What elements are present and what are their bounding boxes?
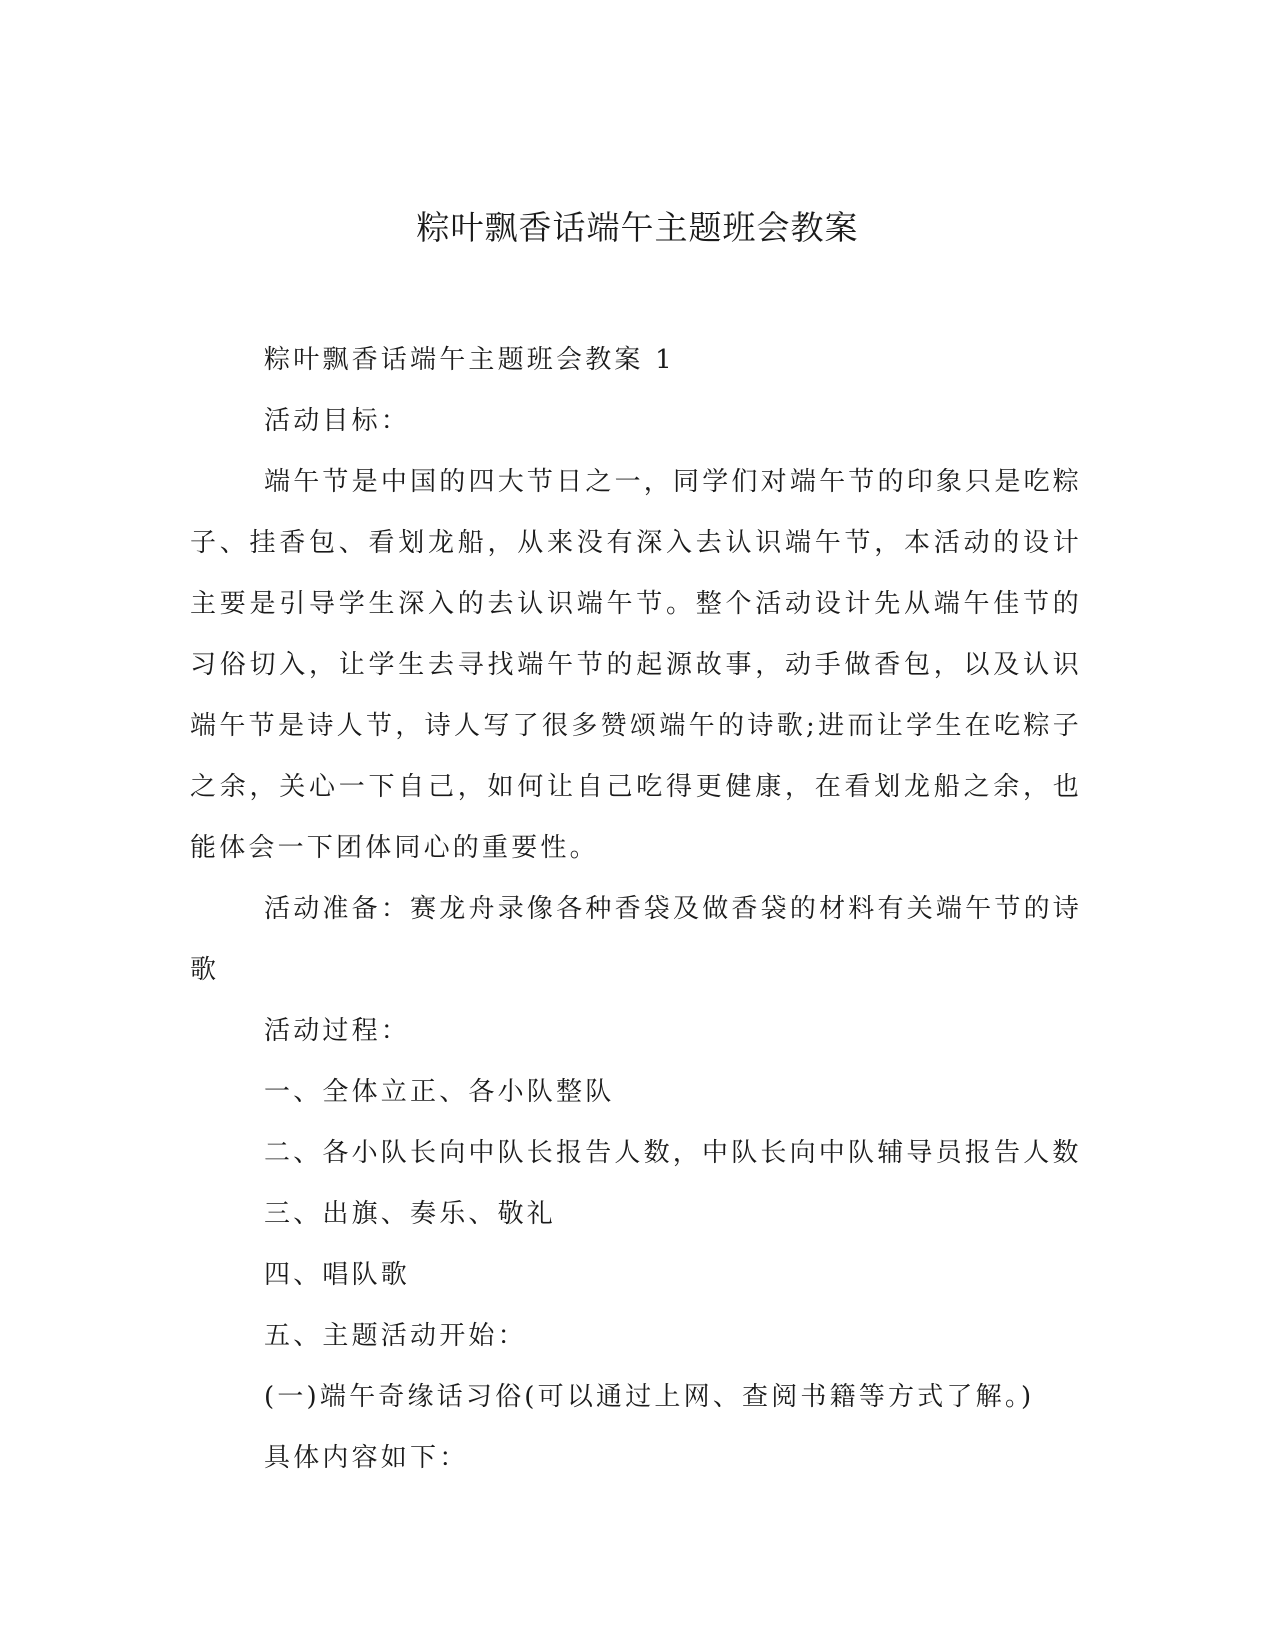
activity-goals-label: 活动目标：: [264, 406, 411, 436]
document-body: [190, 330, 1082, 1489]
process-step-2: 二、各小队长向中队长报告人数，中队长向中队辅导员报告人数: [264, 1138, 1082, 1168]
process-step-3: 三、出旗、奏乐、敬礼: [264, 1199, 557, 1229]
sub-section-heading: (一)端午奇缘话习俗(可以通过上网、查阅书籍等方式了解。): [264, 1382, 1035, 1412]
process-step-5: 五、主题活动开始：: [264, 1321, 527, 1351]
document-title: 粽叶飘香话端午主题班会教案: [416, 208, 859, 247]
content-intro: 具体内容如下：: [264, 1443, 469, 1473]
section-heading: 粽叶飘香话端午主题班会教案 1: [264, 345, 675, 375]
activity-process-label: 活动过程：: [264, 1016, 411, 1046]
activity-preparation: 活动准备：赛龙舟录像各种香袋及做香袋的材料有关端午节的诗歌: [190, 894, 1082, 985]
activity-goals-text: 端午节是中国的四大节日之一，同学们对端午节的印象只是吃粽子、挂香包、看划龙船，从来没有深入去认识端午节，本活动的设计主要是引导学生深入的去认识端午节。整个活动设计先从端午佳节的习俗切入，让学生去寻找端午节的起源故事，动手做香包，以及认识端午节是诗人节，诗人写了很多赞颂端午的诗歌;进而让学生在吃粽子之余，关心一下自己，如何让自己吃得更健康，在看划龙船之余，也能体会一下团体同心的重要性。: [190, 467, 1082, 863]
process-step-4: 四、唱队歌: [264, 1260, 411, 1290]
process-step-1: 一、全体立正、各小队整队: [264, 1077, 615, 1107]
